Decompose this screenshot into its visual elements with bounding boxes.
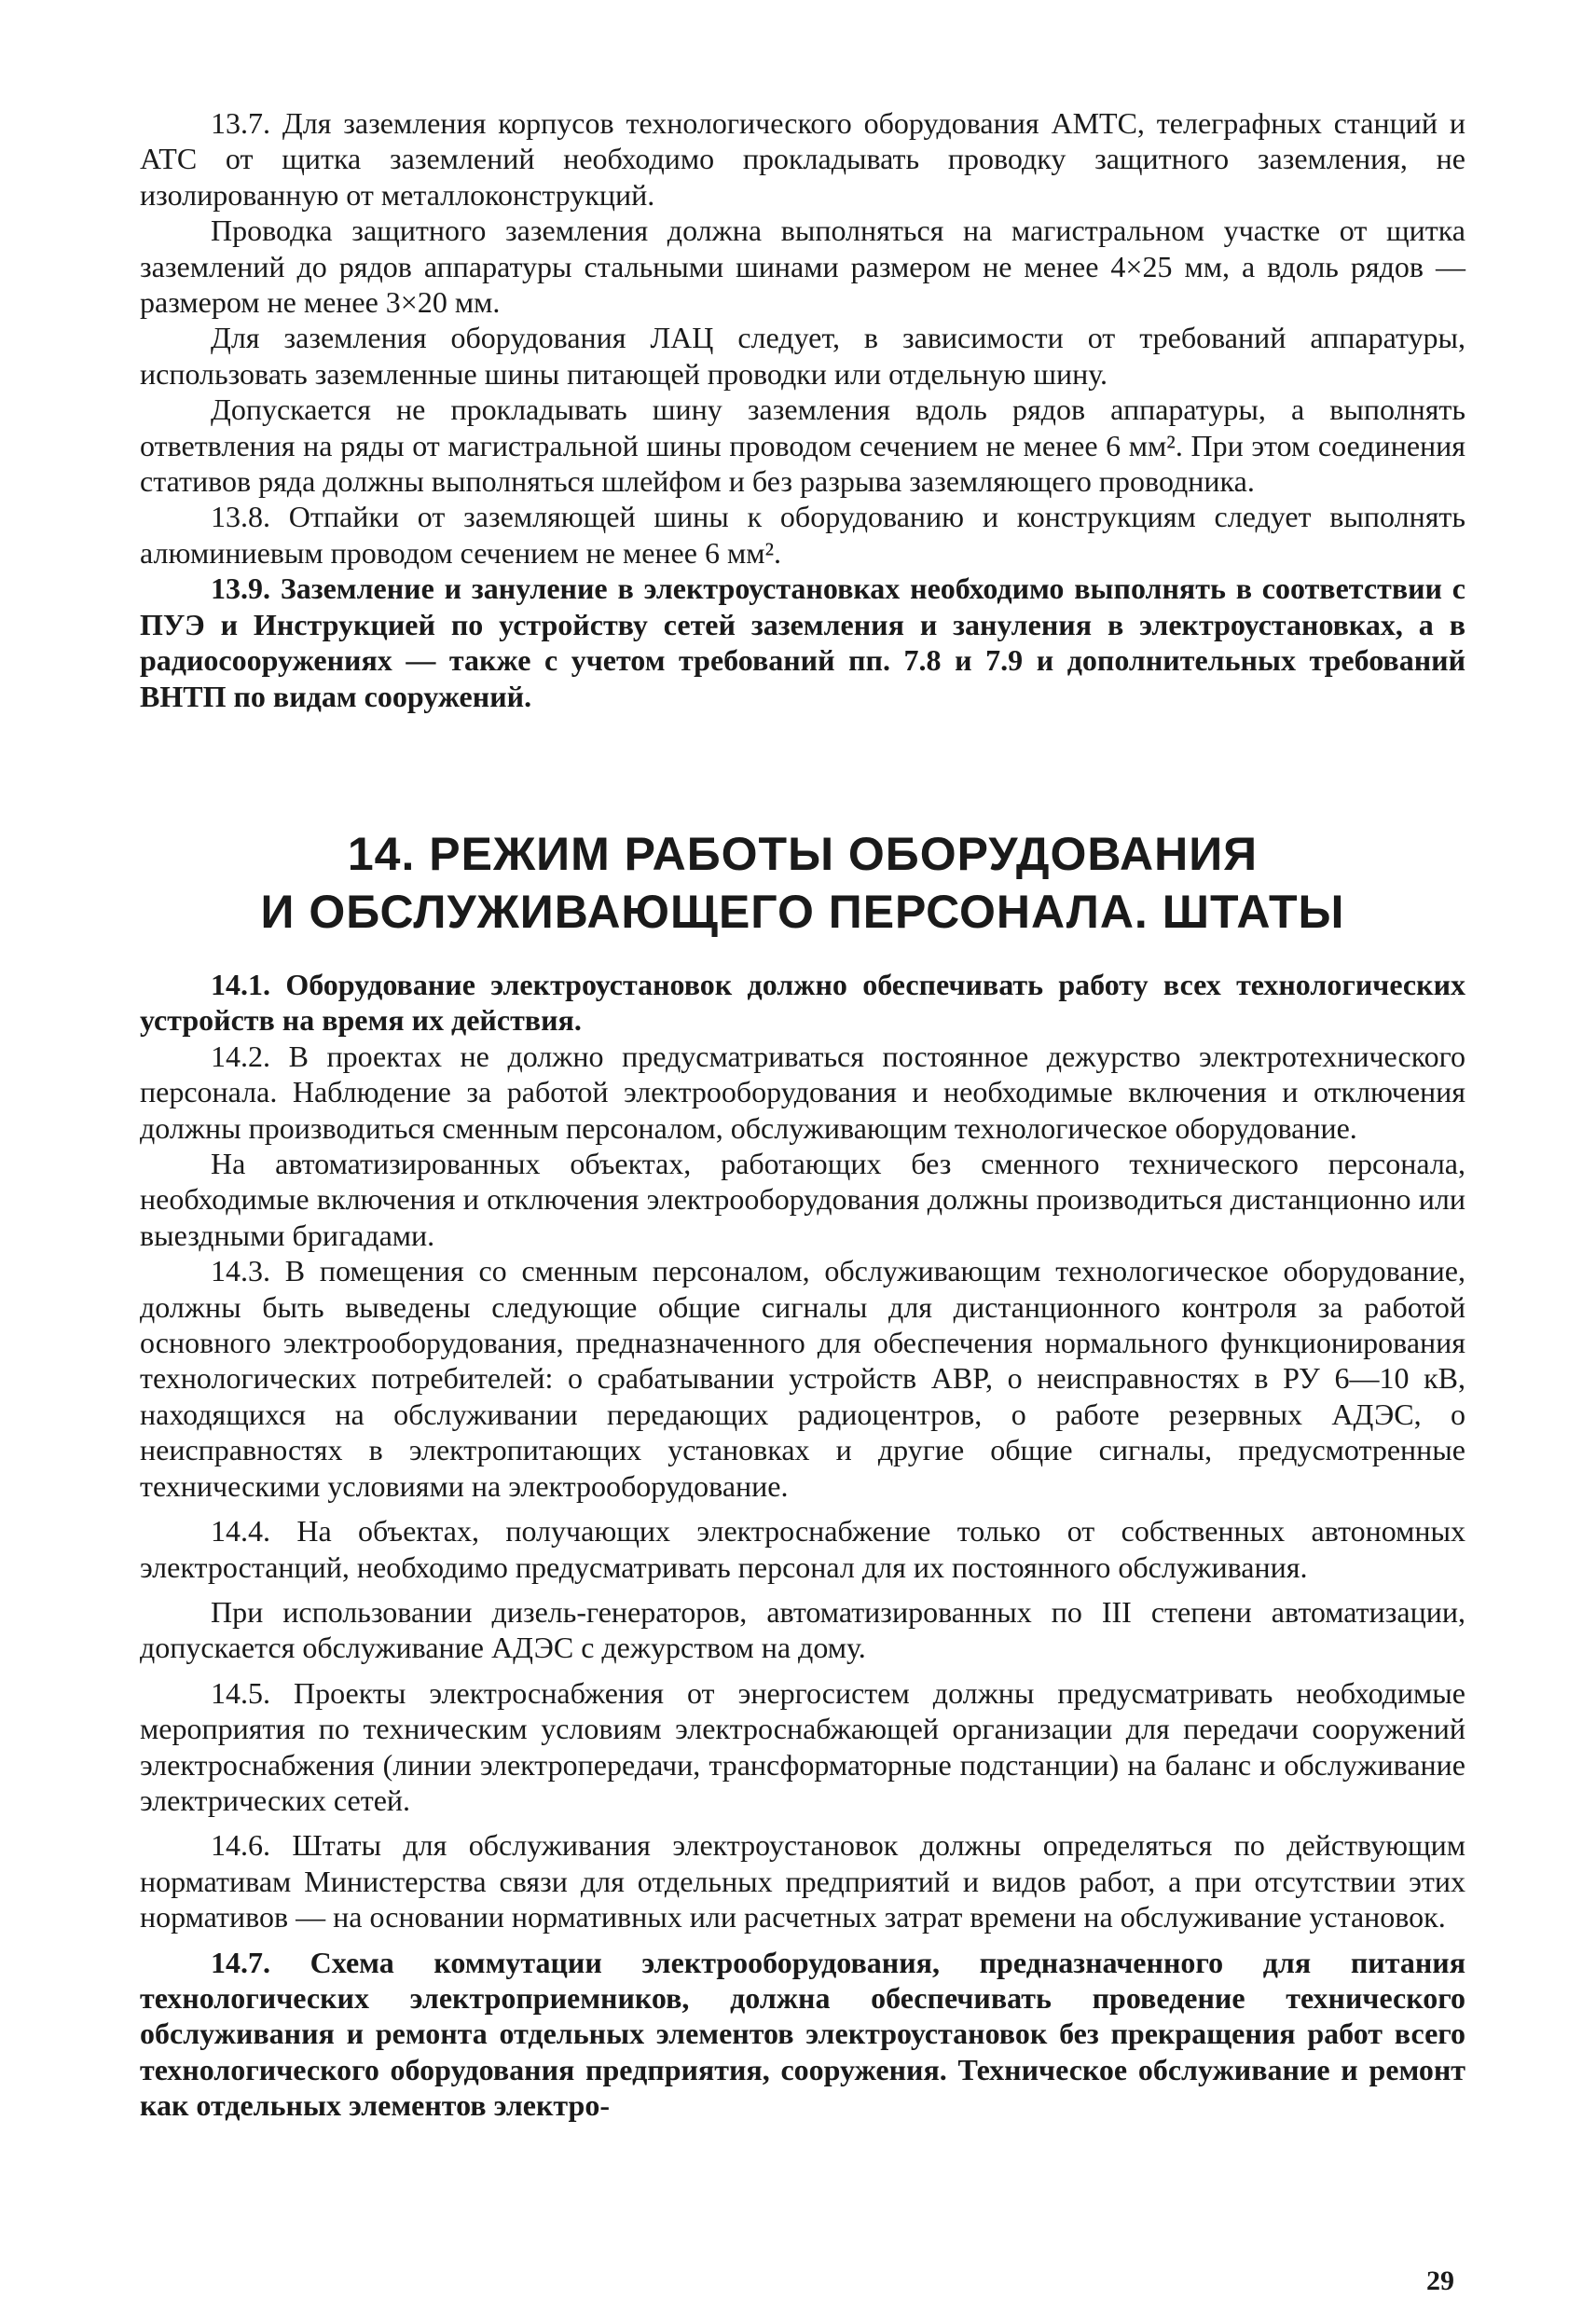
paragraph-14-5: 14.5. Проекты электроснабжения от энергосистем должны предусматривать необходимые мероприятия по техническим условиям электроснабжающей организации для передачи сооружений электроснабжения (линии электропередачи, трансформаторные подстанции) на баланс и обслуживание электрических сетей. xyxy=(140,1675,1465,1817)
paragraph-13-7-lac: Для заземления оборудования ЛАЦ следует, в зависимости от требований аппаратуры, использовать заземленные шины питающей проводки или отдельную шину. xyxy=(140,321,1465,391)
paragraph-13-7-branches: Допускается не прокладывать шину заземления вдоль рядов аппаратуры, а выполнять ответвления на ряды от магистральной шины проводом сечением не менее 6 мм². При этом соединения стативов ряда должны выполняться шлейфом и без разрыва заземляющего проводника. xyxy=(140,392,1465,499)
paragraph-14-4-diesel: При использовании дизель-генераторов, автоматизированных по III степени автоматизации, допускается обслуживание АДЭС с дежурством на дому. xyxy=(140,1594,1465,1665)
paragraph-14-2: 14.2. В проектах не должно предусматриваться постоянное дежурство электротехнического персонала. Наблюдение за работой электрооборудования и необходимые включения и отключения должны производиться сменным персоналом, обслуживающим технологическое оборудование. xyxy=(140,1039,1465,1145)
paragraph-14-4: 14.4. На объектах, получающих электроснабжение только от собственных автономных электростанций, необходимо предусматривать персонал для их постоянного обслуживания. xyxy=(140,1514,1465,1584)
section-13-text xyxy=(140,105,1465,714)
section-14-heading xyxy=(140,825,1465,941)
page-number: 29 xyxy=(1426,2265,1454,2296)
heading-line-2: И ОБСЛУЖИВАЮЩЕГО ПЕРСОНАЛА. ШТАТЫ xyxy=(260,886,1345,938)
heading-line-1: 14. РЕЖИМ РАБОТЫ ОБОРУДОВАНИЯ xyxy=(347,828,1259,880)
section-14-text xyxy=(140,967,1465,2124)
paragraph-13-9: 13.9. Заземление и зануление в электроустановках необходимо выполнять в соответствии с ПУЭ и Инструкцией по устройству сетей заземления и зануления в электроустановках, а в радиосооружениях — также с учетом требований пп. 7.8 и 7.9 и дополнительных требований ВНТП по видам сооружений. xyxy=(140,571,1465,713)
paragraph-13-7-intro: 13.7. Для заземления корпусов технологического оборудования АМТС, телеграфных станций и АТС от щитка заземлений необходимо прокладывать проводку защитного заземления, не изолированную от металлоконструкций. xyxy=(140,106,1465,212)
paragraph-14-3: 14.3. В помещения со сменным персоналом, обслуживающим технологическое оборудование, должны быть выведены следующие общие сигналы для дистанционного контроля за работой основного электрооборудования, предназначенного для обеспечения нормального функционирования технологических потребителей: о срабатывании устройств АВР, о неисправностях в РУ 6—10 кВ, находящихся на обслуживании передающих радиоцентров, о работе резервных АДЭС, о неисправностях в электропитающих установках и другие общие сигналы, предусмотренные техническими условиями на электрооборудование. xyxy=(140,1254,1465,1503)
paragraph-14-2-automated: На автоматизированных объектах, работающих без сменного технического персонала, необходимые включения и отключения электрооборудования должны производиться дистанционно или выездными бригадами. xyxy=(140,1147,1465,1252)
paragraph-14-6: 14.6. Штаты для обслуживания электроустановок должны определяться по действующим нормативам Министерства связи для отдельных предприятий и видов работ, а при отсутствии этих нормативов — на основании нормативных или расчетных затрат времени на обслуживание установок. xyxy=(140,1828,1465,1934)
paragraph-14-7: 14.7. Схема коммутации электрооборудования, предназначенного для питания технологических электроприемников, должна обеспечивать проведение технического обслуживания и ремонта отдельных элементов электроустановок без прекращения работ всего технологического оборудования предприятия, сооружения. Техническое обслуживание и ремонт как отдельных элементов электро- xyxy=(140,1945,1465,2123)
paragraph-14-1: 14.1. Оборудование электроустановок должно обеспечивать работу всех технологических устройств на время их действия. xyxy=(140,968,1465,1038)
paragraph-13-7-main-line: Проводка защитного заземления должна выполняться на магистральном участке от щитка заземлений до рядов аппаратуры стальными шинами размером не менее 4×25 мм, а вдоль рядов — размером не менее 3×20 мм. xyxy=(140,213,1465,320)
paragraph-13-8: 13.8. Отпайки от заземляющей шины к оборудованию и конструкциям следует выполнять алюминиевым проводом сечением не менее 6 мм². xyxy=(140,500,1465,570)
